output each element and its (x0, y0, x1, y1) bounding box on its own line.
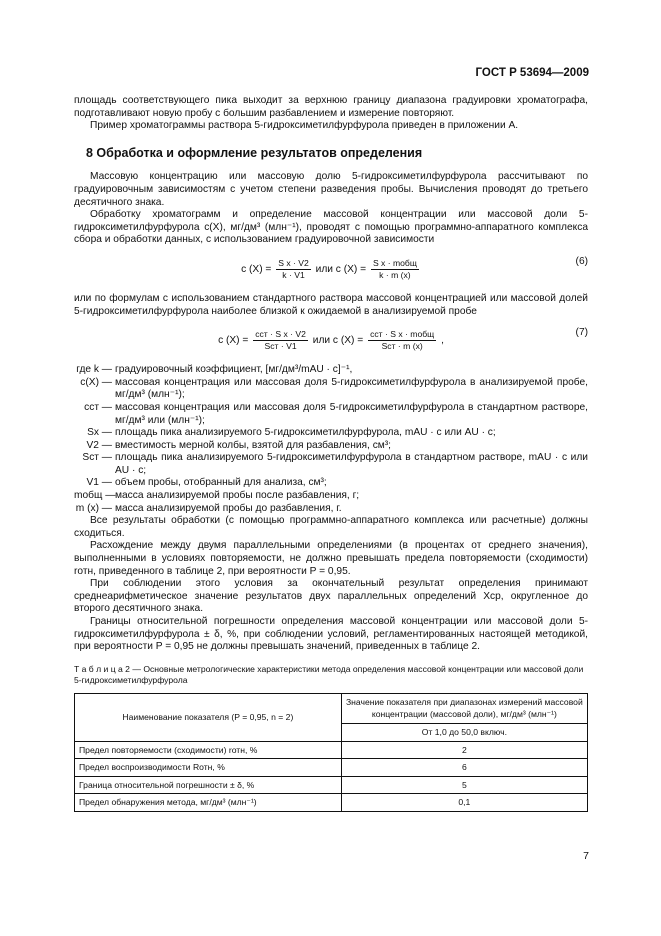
definition-text: масса анализируемой пробы до разбавления, г. (115, 502, 342, 514)
table-caption: Т а б л и ц а 2 — Основные метрологические характеристики метода определения массовой концентрации или массовой доли 5-гидроксиметилфурфурола (74, 663, 584, 686)
formula-tail: , (441, 335, 444, 347)
definition-symbol: V2 — (86, 439, 112, 451)
denominator: k · m (x) (379, 269, 411, 280)
row-value-cell: 2 (341, 741, 587, 759)
table-row (75, 741, 588, 759)
numerator: S x · mобщ (372, 257, 417, 268)
table-header-row (75, 693, 588, 723)
numerator: cст · S x · mобщ (370, 329, 435, 340)
row-name-cell: Предел обнаружения метода, мг/дм³ (млн⁻¹) (75, 794, 342, 812)
paragraph: При соблюдении этого условия за окончательный результат определения принимают среднеарифметическое значение результатов двух параллельных определений Xср, округленное до второго десятичного знака. (74, 578, 588, 615)
definition-text: площадь пика анализируемого 5-гидроксиметилфурфурола, mAU · с или AU · с; (115, 427, 496, 439)
formula-or: или c (X) = (312, 335, 364, 347)
definition-symbol: Sст — (82, 452, 112, 464)
definition-item (74, 364, 588, 377)
row-name-cell: Предел воспроизводимости Rотн, % (75, 759, 342, 777)
formula-lhs: c (X) = (241, 264, 272, 276)
paragraph: Массовую концентрацию или массовую долю 5-гидроксиметилфурфурола рассчитывают по градуировочным зависимостям с учетом степени разведения пробы. Вычисления проводят до третьего десятичного знака. (74, 171, 588, 208)
chromatogram-reference: Пример хроматограммы раствора 5-гидроксиметилфурфурола приведен в приложении А. (90, 120, 519, 132)
definition-text: градуировочный коэффициент, [мг/дм³/mAU · с]⁻¹, (115, 364, 353, 376)
row-value-cell: 0,1 (341, 794, 587, 812)
definition-item (74, 503, 588, 516)
definition-item (74, 477, 588, 490)
paragraph: Границы относительной погрешности определения массовой концентрации или массовой доли 5-гидроксиметилфурфурола ± δ, %, при соблюдении условий, регламентированных настоящей методикой, при вероятности P = 0,95 не должны превышать значений, приведенных в таблице 2. (74, 616, 588, 653)
paragraph: Все результаты обработки (с помощью программно-аппаратного комплекса или расчетные) должны сходиться. (74, 515, 588, 539)
table-row (75, 776, 588, 794)
section-title: 8 Обработка и оформление результатов определения (86, 145, 423, 160)
formula-6 (74, 252, 588, 288)
definition-item (74, 452, 588, 477)
paragraph: Обработку хроматограмм и определение массовой концентрации или массовой доли 5-гидроксиметилфурфурола c(X), мг/дм³ (млн⁻¹), проводят с помощью программно-аппаратного комплекса сбора и обработки данных, с использованием градуировочной зависимости (74, 209, 588, 246)
numerator: S x · V2 (278, 257, 309, 268)
denominator: Sст · m (x) (381, 341, 423, 352)
definition-text: масса анализируемой пробы после разбавления, г; (115, 490, 360, 502)
page-number: 7 (583, 850, 589, 862)
continuation-paragraph: площадь соответствующего пика выходит за верхнюю границу диапазона градуировки хроматографа, подготавливают новую пробу с большим разбавлением и измерение повторяют. (74, 95, 588, 119)
definition-text: вместимость мерной колбы, взятой для разбавления, см³; (115, 439, 392, 451)
definition-symbol: mобщ — (74, 490, 116, 502)
numerator: cст · S x · V2 (255, 329, 306, 340)
table-row (75, 759, 588, 777)
definition-item (74, 440, 588, 453)
definition-symbol: m (x) — (75, 502, 112, 514)
table-row (75, 794, 588, 812)
formula-lhs: c (X) = (218, 335, 249, 347)
fraction (371, 258, 419, 281)
definition-symbol: V1 — (86, 477, 112, 489)
denominator: k · V1 (282, 269, 305, 280)
definition-symbol: cст — (84, 401, 112, 413)
row-name-cell: Граница относительной погрешности ± δ, % (75, 776, 342, 794)
definition-text: массовая концентрация или массовая доля 5-гидроксиметилфурфурола в анализируемой пробе, мг/дм³ (млн⁻¹); (115, 376, 588, 401)
definition-item (74, 402, 588, 427)
definition-symbol: c(X) — (80, 376, 112, 388)
fraction (368, 329, 436, 352)
definition-text: площадь пика анализируемого 5-гидроксиметилфурфурола в стандартном растворе, mAU · с или AU · с; (115, 452, 588, 476)
definition-item (74, 377, 588, 402)
header-name-cell: Наименование показателя (P = 0,95, n = 2) (75, 693, 342, 741)
paragraph: или по формулам с использованием стандартного раствора массовой концентрацией или массовой долей 5-гидроксиметилфурфурола наиболее близкой к ожидаемой в анализируемой пробе (74, 292, 588, 317)
denominator: Sст · V1 (264, 341, 297, 352)
definition-item (74, 490, 588, 503)
header-range-cell: От 1,0 до 50,0 включ. (341, 723, 587, 741)
definition-item (74, 427, 588, 440)
definition-text: объем пробы, отобранный для анализа, см³; (115, 477, 327, 489)
standard-header: ГОСТ Р 53694—2009 (475, 67, 589, 79)
document-body (74, 95, 588, 812)
paragraph: Расхождение между двумя параллельными определениями (в процентах от среднего значения), выполненными в условиях повторяемости, не должно превышать предела повторяемости (сходимости) rотн, приведенного в таблице 2, при вероятности P = 0,95. (74, 540, 588, 577)
metrology-table (74, 693, 588, 812)
formula-or: или c (X) = (315, 264, 367, 276)
definition-symbol: Sx — (87, 427, 112, 439)
fraction (276, 258, 311, 281)
formula-number: (7) (575, 327, 588, 339)
definitions-list (74, 364, 588, 515)
fraction (253, 329, 308, 352)
formula-number: (6) (575, 255, 588, 267)
row-value-cell: 6 (341, 759, 587, 777)
definition-text: массовая концентрация или массовая доля 5-гидроксиметилфурфурола в стандартном растворе, мг/дм³ или (млн⁻¹); (115, 401, 588, 426)
row-value-cell: 5 (341, 776, 587, 794)
formula-7 (74, 323, 588, 359)
header-value-cell: Значение показателя при диапазонах измерений массовой концентрации (массовой доли), мг/дм³ (млн⁻¹) (341, 693, 587, 723)
definition-symbol: где k — (76, 364, 112, 376)
row-name-cell: Предел повторяемости (сходимости) rотн, % (75, 741, 342, 759)
